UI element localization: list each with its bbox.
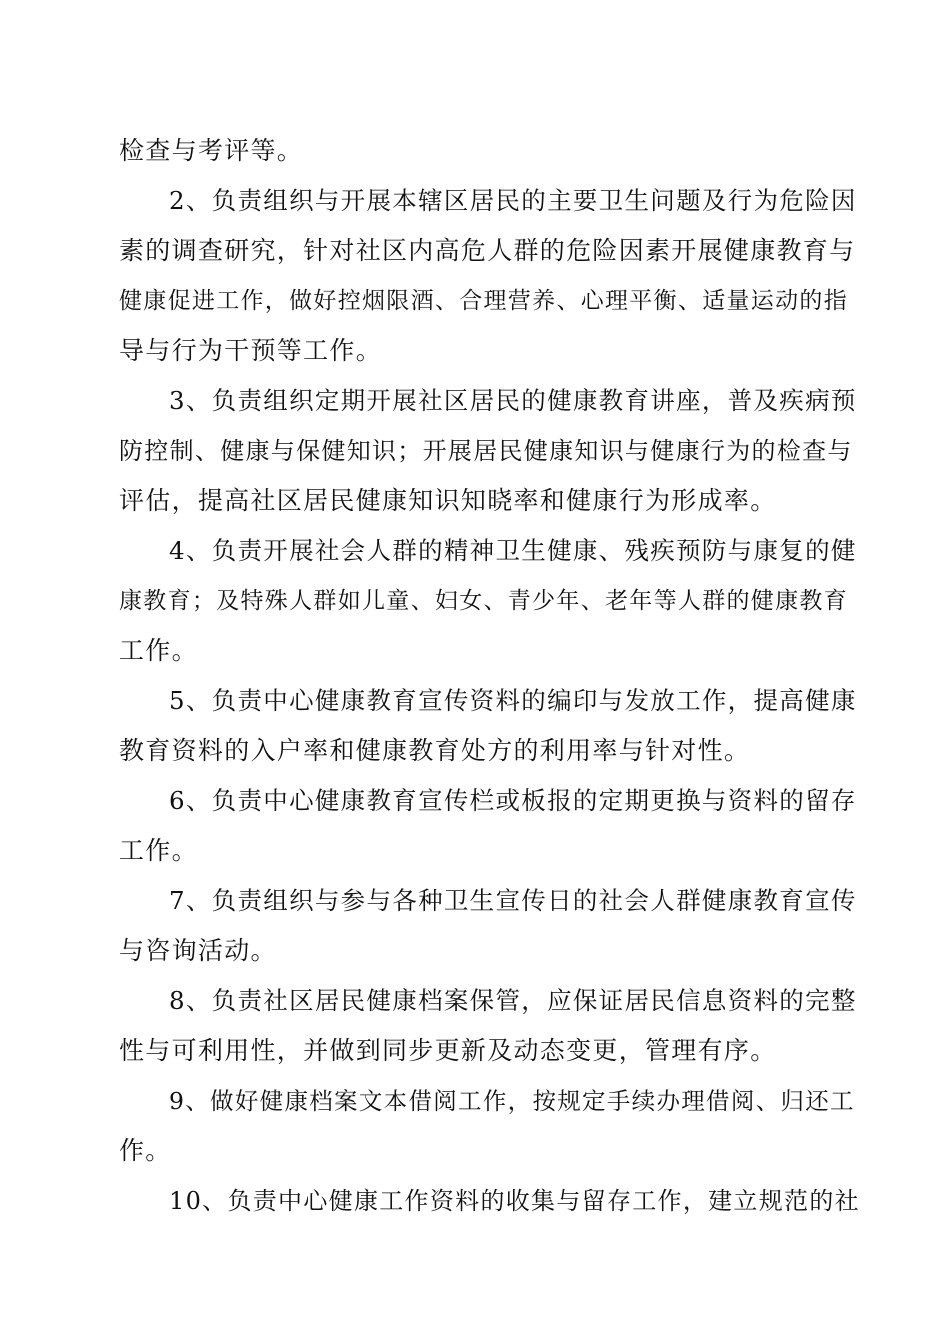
text-line: 工作。 [119, 836, 198, 865]
text-line: 2、负责组织与开展本辖区居民的主要卫生问题及行为危险因 [169, 186, 857, 215]
text-line: 3、负责组织定期开展社区居民的健康教育讲座，普及疾病预 [169, 386, 857, 415]
text-line: 6、负责中心健康教育宣传栏或板报的定期更换与资料的留存 [169, 786, 857, 815]
text-line: 素的调查研究，针对社区内高危人群的危险因素开展健康教育与 [119, 236, 856, 265]
text-line: 性与可利用性，并做到同步更新及动态变更，管理有序。 [119, 1036, 777, 1065]
text-line: 5、负责中心健康教育宣传资料的编印与发放工作，提高健康 [169, 686, 857, 715]
text-line: 防控制、健康与保健知识；开展居民健康知识与健康行为的检查与 [119, 437, 853, 465]
text-line: 导与行为干预等工作。 [119, 336, 383, 365]
text-line: 与咨询活动。 [119, 936, 277, 965]
text-line: 健康促进工作，做好控烟限酒、合理营养、心理平衡、适量运动的指 [119, 288, 848, 314]
text-line: 检查与考评等。 [119, 136, 304, 165]
text-line: 教育资料的入户率和健康教育处方的利用率与针对性。 [119, 736, 751, 765]
text-line: 评估，提高社区居民健康知识知晓率和健康行为形成率。 [119, 486, 777, 515]
text-line: 作。 [119, 1136, 172, 1165]
text-line: 康教育；及特殊人群如儿童、妇女、青少年、老年等人群的健康教育 [119, 588, 848, 614]
text-line: 8、负责社区居民健康档案保管，应保证居民信息资料的完整 [169, 986, 857, 1015]
text-line: 10、负责中心健康工作资料的收集与留存工作，建立规范的社 [169, 1187, 860, 1215]
text-line: 工作。 [119, 636, 198, 665]
text-line: 4、负责开展社会人群的精神卫生健康、残疾预防与康复的健 [169, 536, 857, 565]
text-line: 7、负责组织与参与各种卫生宣传日的社会人群健康教育宣传 [169, 886, 857, 915]
text-line: 9、做好健康档案文本借阅工作，按规定手续办理借阅、归还工 [169, 1087, 855, 1115]
